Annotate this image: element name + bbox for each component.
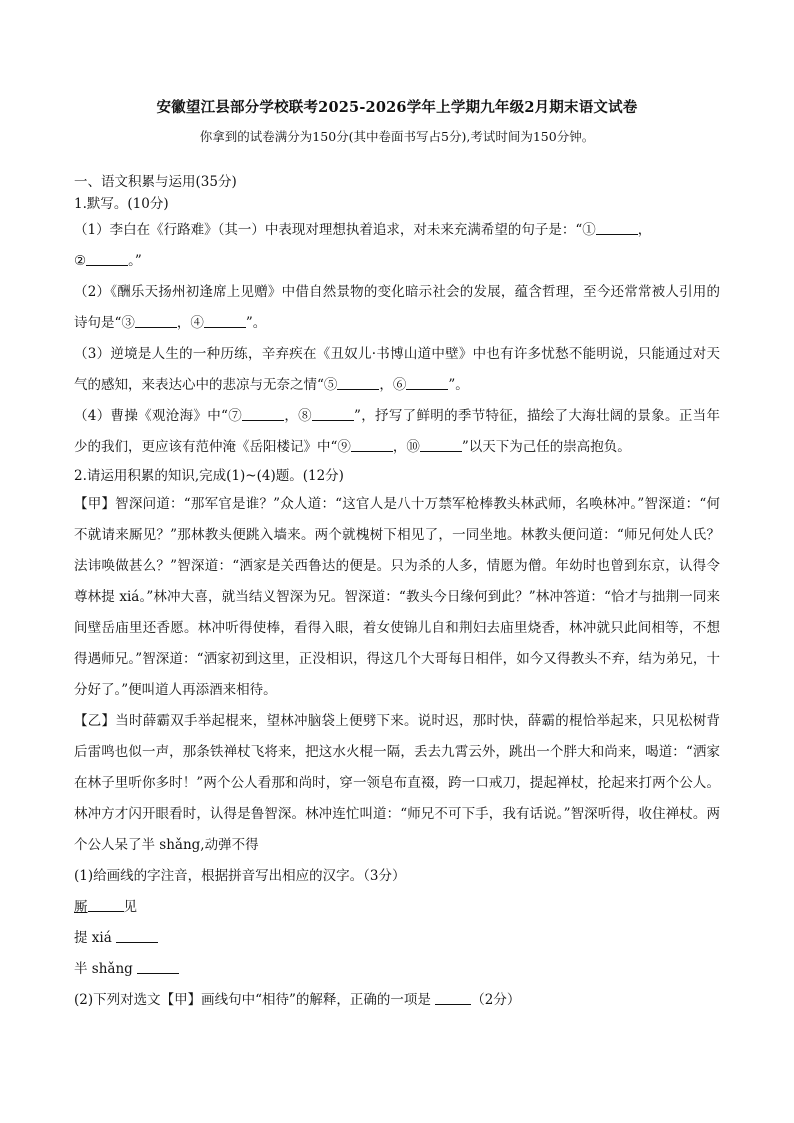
answer-blank-3[interactable] <box>135 313 177 328</box>
pinyin-item-3: 半 shǎng <box>74 954 720 985</box>
question-2-heading: 2.请运用积累的知识,完成(1)~(4)题。(12分) <box>74 468 344 484</box>
q1-item-4: （4）曹操《观沧海》中“⑦ ，⑧ ”，抒写了鲜明的季节特征，描绘了大海壮阔的景象。正当年少的我们，更应该有范仲淹《岳阳楼记》中“⑨ ，⑩ ”以天下为己任的崇高抱负。 <box>74 408 720 455</box>
q2-sub-1: (1)给画线的字注音，根据拼音写出相应的汉字。（3分） <box>74 868 406 884</box>
question-1-heading: 1.默写。(10分) <box>74 196 169 212</box>
answer-blank-5[interactable] <box>337 375 379 390</box>
answer-blank-2[interactable] <box>86 251 128 266</box>
answer-blank-4[interactable] <box>204 313 246 328</box>
q1-item-3: （3）逆境是人生的一种历练，辛弃疾在《丑奴儿·书博山道中壁》中也有许多忧愁不能明说，只能通过对天气的感知，来表达心中的悲凉与无奈之情“⑤ ，⑥ ”。 <box>74 346 720 393</box>
answer-blank-9[interactable] <box>351 437 393 452</box>
pinyin-item-1: 厮 见 <box>74 899 137 915</box>
section-heading: 一、语文积累与运用(35分) <box>74 174 237 190</box>
exam-subtitle: 你拿到的试卷满分为150分(其中卷面书写占5分),考试时间为150分钟。 <box>199 129 595 144</box>
answer-blank-6[interactable] <box>406 375 448 390</box>
q1-item-2: （2）《酬乐天扬州初逢席上见赠》中借自然景物的变化暗示社会的发展，蕴含哲理，至今还常常被人引用的诗句是“③ ，④ ”。 <box>74 284 720 331</box>
underlined-char: 厮 <box>74 899 88 915</box>
q2-sub-2: (2)下列对选文【甲】画线句中“相待”的解释，正确的一项是 （2分） <box>74 992 521 1008</box>
answer-blank-8[interactable] <box>312 406 354 421</box>
passage-jia: 【甲】智深问道：“那军官是谁？”众人道：“这官人是八十万禁军枪棒教头林武师，名唤林冲。”智深道：“何不就请来厮见？”那林教头便跳入墙来。两个就槐树下相见了，一同坐地。林教头便问道：“师兄何处人氏？法讳唤做甚么？”智深道：“洒家是关西鲁达的便是。只为杀的人多，情愿为僧。年幼时也曾到东京，认得令尊林提 xiá。”林冲大喜，就当结义智深为兄。智深道：“教头今日缘何到此？”林冲答道：“恰才与拙荆一同来间壁岳庙里还香愿。林冲听得使棒，看得入眼，着女使锦儿自和荆妇去庙里烧香，林冲就只此间相等，不想得遇师兄。”智深道：“洒家初到这里，正没相识，得这几个大哥每日相伴，如今又得教头不弃，结为弟兄，十分好了。”便叫道人再添酒来相待。 <box>74 496 720 698</box>
answer-blank-10[interactable] <box>420 437 462 452</box>
passage-yi: 【乙】当时薛霸双手举起棍来，望林冲脑袋上便劈下来。说时迟，那时快，薛霸的棍恰举起来，只见松树背后雷鸣也似一声，那条铁禅杖飞将来，把这水火棍一隔，丢去九霄云外，跳出一个胖大和尚来，喝道：“洒家在林子里听你多时！”两个公人看那和尚时，穿一领皂布直裰，跨一口戒刀，提起禅杖，抡起来打两个公人。林冲方才闪开眼看时，认得是鲁智深。林冲连忙叫道：“师兄不可下手，我有话说。”智深听得，收住禅杖。两个公人呆了半 shǎng,动弹不得 <box>74 713 720 853</box>
answer-blank-7[interactable] <box>242 406 284 421</box>
hanzi-blank-1[interactable] <box>116 928 158 943</box>
pinyin-item-2: 提 xiá <box>74 923 720 954</box>
hanzi-blank-2[interactable] <box>137 959 179 974</box>
answer-blank-1[interactable] <box>596 220 638 235</box>
choice-blank[interactable] <box>435 990 471 1005</box>
pinyin-blank-1[interactable] <box>88 897 124 912</box>
q1-item-1: （1）李白在《行路难》（其一）中表现对理想执着追求，对未来充满希望的句子是：“① ， ② 。” <box>74 222 652 269</box>
exam-title: 安徽望江县部分学校联考2025-2026学年上学期九年级2月期末语文试卷 <box>156 99 638 116</box>
